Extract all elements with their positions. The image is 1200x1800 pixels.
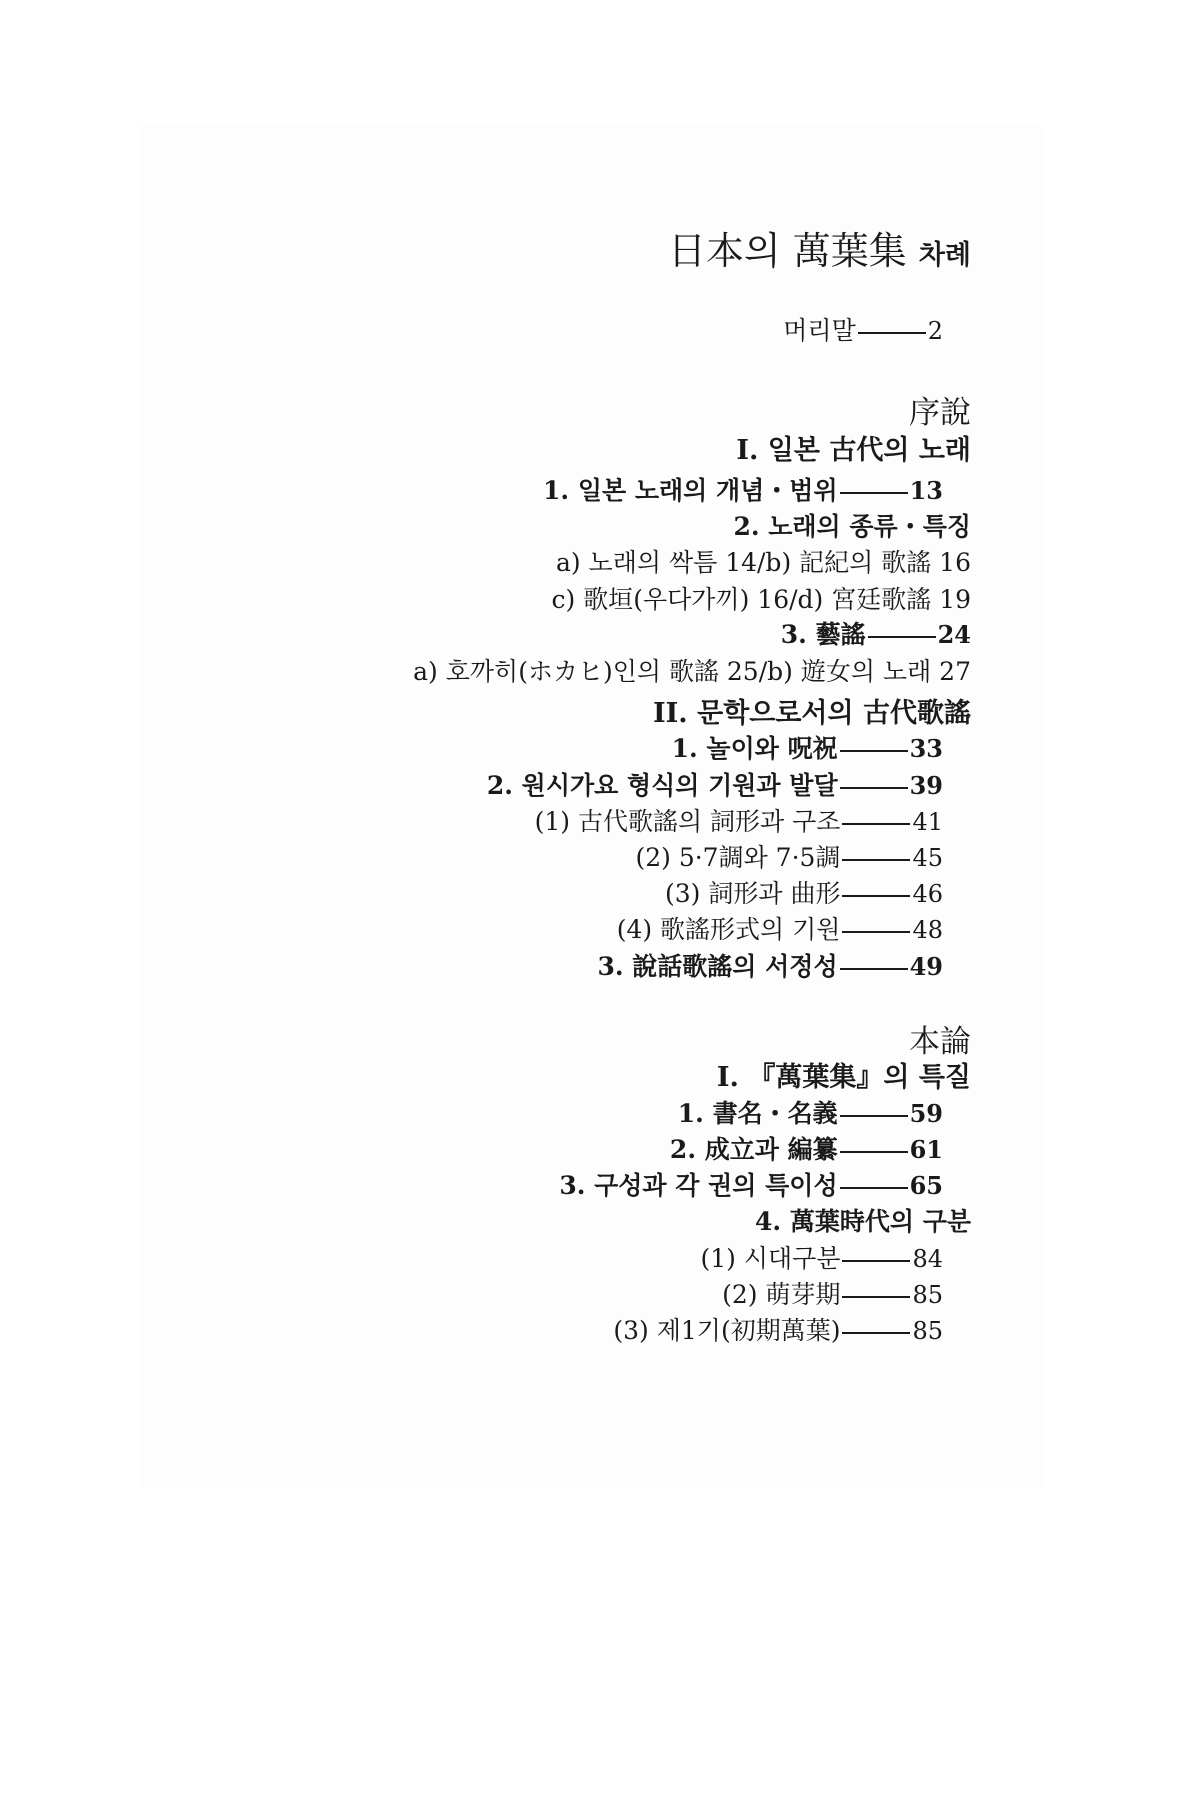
entry-text: a) 노래의 싹틈 14/b) 記紀의 歌謠 16 — [555, 548, 971, 577]
toc-section — [559, 1173, 943, 1198]
toc-entry — [635, 845, 943, 870]
entry-text: 1. 일본 노래의 개념・범위 — [543, 476, 838, 505]
dot-leader — [842, 1260, 910, 1262]
dot-leader — [840, 1187, 908, 1189]
page-number: 41 — [912, 808, 943, 836]
entry-text: (4) 歌謠形式의 기원 — [616, 915, 841, 944]
entry-text: 3. 구성과 각 권의 특이성 — [559, 1171, 838, 1200]
part-heading — [909, 1024, 971, 1060]
toc-section — [597, 954, 943, 979]
entry-text: 1. 놀이와 呪祝 — [671, 734, 838, 763]
page-number: 65 — [909, 1171, 943, 1200]
page-number: 2 — [927, 317, 943, 345]
dot-leader — [840, 1115, 908, 1117]
dot-leader — [842, 1296, 910, 1298]
chapter-heading — [717, 1064, 971, 1091]
entry-text: 4. 萬葉時代의 구분 — [755, 1207, 971, 1236]
page-number: 33 — [909, 734, 943, 763]
dot-leader — [842, 895, 910, 897]
toc-entry — [665, 881, 943, 906]
toc-entry — [613, 1318, 943, 1343]
entry-text: I. 『萬葉集』의 특질 — [716, 1062, 971, 1093]
toc-entry — [700, 1246, 943, 1271]
page-number: 84 — [912, 1245, 943, 1273]
toc-entry — [535, 809, 943, 834]
dot-leader — [842, 859, 910, 861]
page-number: 39 — [909, 771, 943, 800]
toc-entry — [722, 1282, 943, 1307]
page-number: 48 — [912, 916, 943, 944]
dot-leader — [842, 1332, 910, 1334]
toc-entry — [783, 318, 943, 343]
page-number: 24 — [937, 620, 971, 649]
page-number: 45 — [912, 844, 943, 872]
toc-section — [543, 478, 943, 503]
entry-text: (1) 시대구분 — [700, 1244, 841, 1273]
toc-section — [670, 1137, 943, 1162]
chapter-heading — [653, 700, 971, 727]
dot-leader — [868, 636, 936, 638]
page-number: 61 — [909, 1135, 943, 1164]
entry-text: II. 문학으로서의 古代歌謠 — [653, 698, 971, 729]
toc-entry — [413, 659, 971, 684]
page-number: 59 — [909, 1099, 943, 1128]
entry-text: I. 일본 古代의 노래 — [736, 435, 971, 466]
contents-label: 차례 — [918, 240, 971, 271]
toc-entry — [552, 587, 971, 612]
entry-text: c) 歌垣(우다가끼) 16/d) 宮廷歌謠 19 — [551, 585, 971, 614]
toc-section — [672, 736, 943, 761]
chapter-heading — [736, 437, 971, 464]
entry-text: 本論 — [909, 1024, 971, 1060]
entry-text: 2. 노래의 종류・특징 — [733, 512, 971, 541]
page-number: 49 — [909, 952, 943, 981]
entry-text: 序說 — [909, 395, 971, 431]
entry-text: (2) 萌芽期 — [722, 1280, 841, 1309]
book-title: 日本의 萬葉集 — [667, 229, 907, 273]
page-number: 85 — [912, 1317, 943, 1345]
toc-section — [733, 514, 971, 539]
toc-entry — [556, 550, 971, 575]
dot-leader — [840, 1151, 908, 1153]
entry-text: (3) 제1기(初期萬葉) — [613, 1316, 841, 1345]
entry-text: 머리말 — [783, 316, 856, 345]
part-heading — [909, 395, 971, 431]
entry-text: 3. 說話歌謠의 서정성 — [597, 952, 838, 981]
dot-leader — [842, 931, 910, 933]
dot-leader — [842, 823, 910, 825]
page-number: 46 — [912, 880, 943, 908]
entry-text: 3. 藝謠 — [780, 620, 866, 649]
page-number: 85 — [912, 1281, 943, 1309]
toc-section — [755, 1209, 971, 1234]
dot-leader — [840, 787, 908, 789]
toc-entry — [617, 917, 943, 942]
toc-section — [781, 622, 971, 647]
dot-leader — [840, 750, 908, 752]
dot-leader — [840, 492, 908, 494]
page-number: 13 — [909, 476, 943, 505]
book-title-heading — [667, 229, 971, 273]
entry-text: (3) 詞形과 曲形 — [664, 879, 841, 908]
entry-text: 2. 成立과 編纂 — [669, 1135, 838, 1164]
entry-text: 1. 書名・名義 — [677, 1099, 838, 1128]
dot-leader — [840, 968, 908, 970]
toc-section — [678, 1101, 943, 1126]
entry-text: a) 호까히(ホカヒ)인의 歌謠 25/b) 遊女의 노래 27 — [413, 657, 971, 686]
entry-text: 2. 원시가요 형식의 기원과 발달 — [486, 771, 838, 800]
entry-text: (1) 古代歌謠의 詞形과 구조 — [534, 807, 841, 836]
dot-leader — [858, 332, 926, 334]
entry-text: (2) 5·7調와 7·5調 — [635, 843, 841, 872]
toc-section — [487, 773, 943, 798]
